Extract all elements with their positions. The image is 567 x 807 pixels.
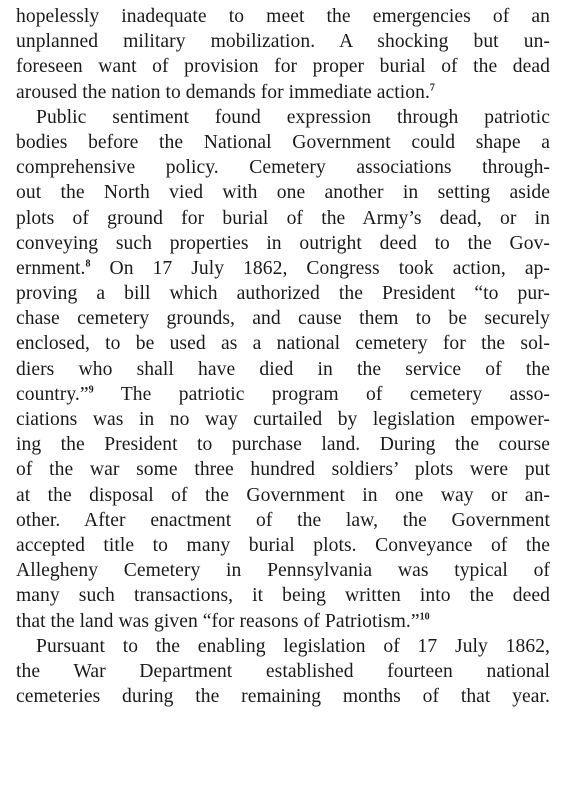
text-line: at the disposal of the Government in one way or an- bbox=[16, 484, 550, 506]
text-line: the War Department established fourteen national bbox=[16, 660, 550, 682]
text-line: foreseen want of provision for proper burial of the dead bbox=[16, 56, 550, 78]
text-line: other. After enactment of the law, the Government bbox=[16, 509, 550, 531]
text-line: accepted title to many burial plots. Conveyance of the bbox=[16, 534, 550, 556]
paragraph-2 bbox=[16, 105, 550, 634]
text-line: country.”$^9$ The patriotic program of cemetery asso- bbox=[16, 383, 550, 405]
text-line: aroused the nation to demands for immediate action.$^7$ bbox=[16, 81, 435, 103]
text-line: Public sentiment found expression through patriotic bbox=[36, 106, 550, 128]
text-line: Pursuant to the enabling legislation of 17 July 1862, bbox=[36, 635, 550, 657]
footnote-ref-9[interactable]: 9 bbox=[88, 384, 94, 396]
text-line: that the land was given “for reasons of Patriotism.”$^{10}$ bbox=[16, 610, 430, 632]
text-line: conveying such properties in outright deed to the Gov- bbox=[16, 232, 550, 254]
footnote-ref-10[interactable]: 10 bbox=[419, 610, 430, 622]
footnote-ref-8[interactable]: 8 bbox=[85, 258, 91, 270]
footnote-ref-7[interactable]: 7 bbox=[429, 82, 435, 94]
text-line: ing the President to purchase land. During the course bbox=[16, 434, 550, 456]
text-line: chase cemetery grounds, and cause them to be securely bbox=[16, 308, 550, 330]
text-line: out the North vied with one another in setting aside bbox=[16, 182, 550, 204]
text-line: many such transactions, it being written into the deed bbox=[16, 585, 550, 607]
text-line: diers who shall have died in the service of the bbox=[16, 358, 550, 380]
text-line: bodies before the National Government could shape a bbox=[16, 131, 550, 153]
text-line: Allegheny Cemetery in Pennsylvania was typical of bbox=[16, 560, 550, 582]
text-line: comprehensive policy. Cemetery associations through- bbox=[16, 157, 550, 179]
text-line: hopelessly inadequate to meet the emergencies of an bbox=[16, 6, 550, 27]
text-line: plots of ground for burial of the Army’s dead, or in bbox=[16, 207, 550, 229]
text-line: proving a bill which authorized the President “to pur- bbox=[16, 283, 550, 305]
text-line: cemeteries during the remaining months of that year. bbox=[16, 686, 550, 708]
text-line: unplanned military mobilization. A shocking but un- bbox=[16, 31, 550, 53]
text-line: ernment.$^8$ On 17 July 1862, Congress took action, ap- bbox=[16, 257, 550, 279]
text-line: enclosed, to be used as a national cemetery for the sol- bbox=[16, 333, 550, 355]
text-line: of the war some three hundred soldiers’ plots were put bbox=[16, 459, 550, 481]
paragraph-3 bbox=[16, 634, 550, 710]
document-page bbox=[16, 4, 550, 709]
paragraph-1 bbox=[16, 4, 550, 105]
text-line: ciations was in no way curtailed by legislation empower- bbox=[16, 409, 550, 430]
